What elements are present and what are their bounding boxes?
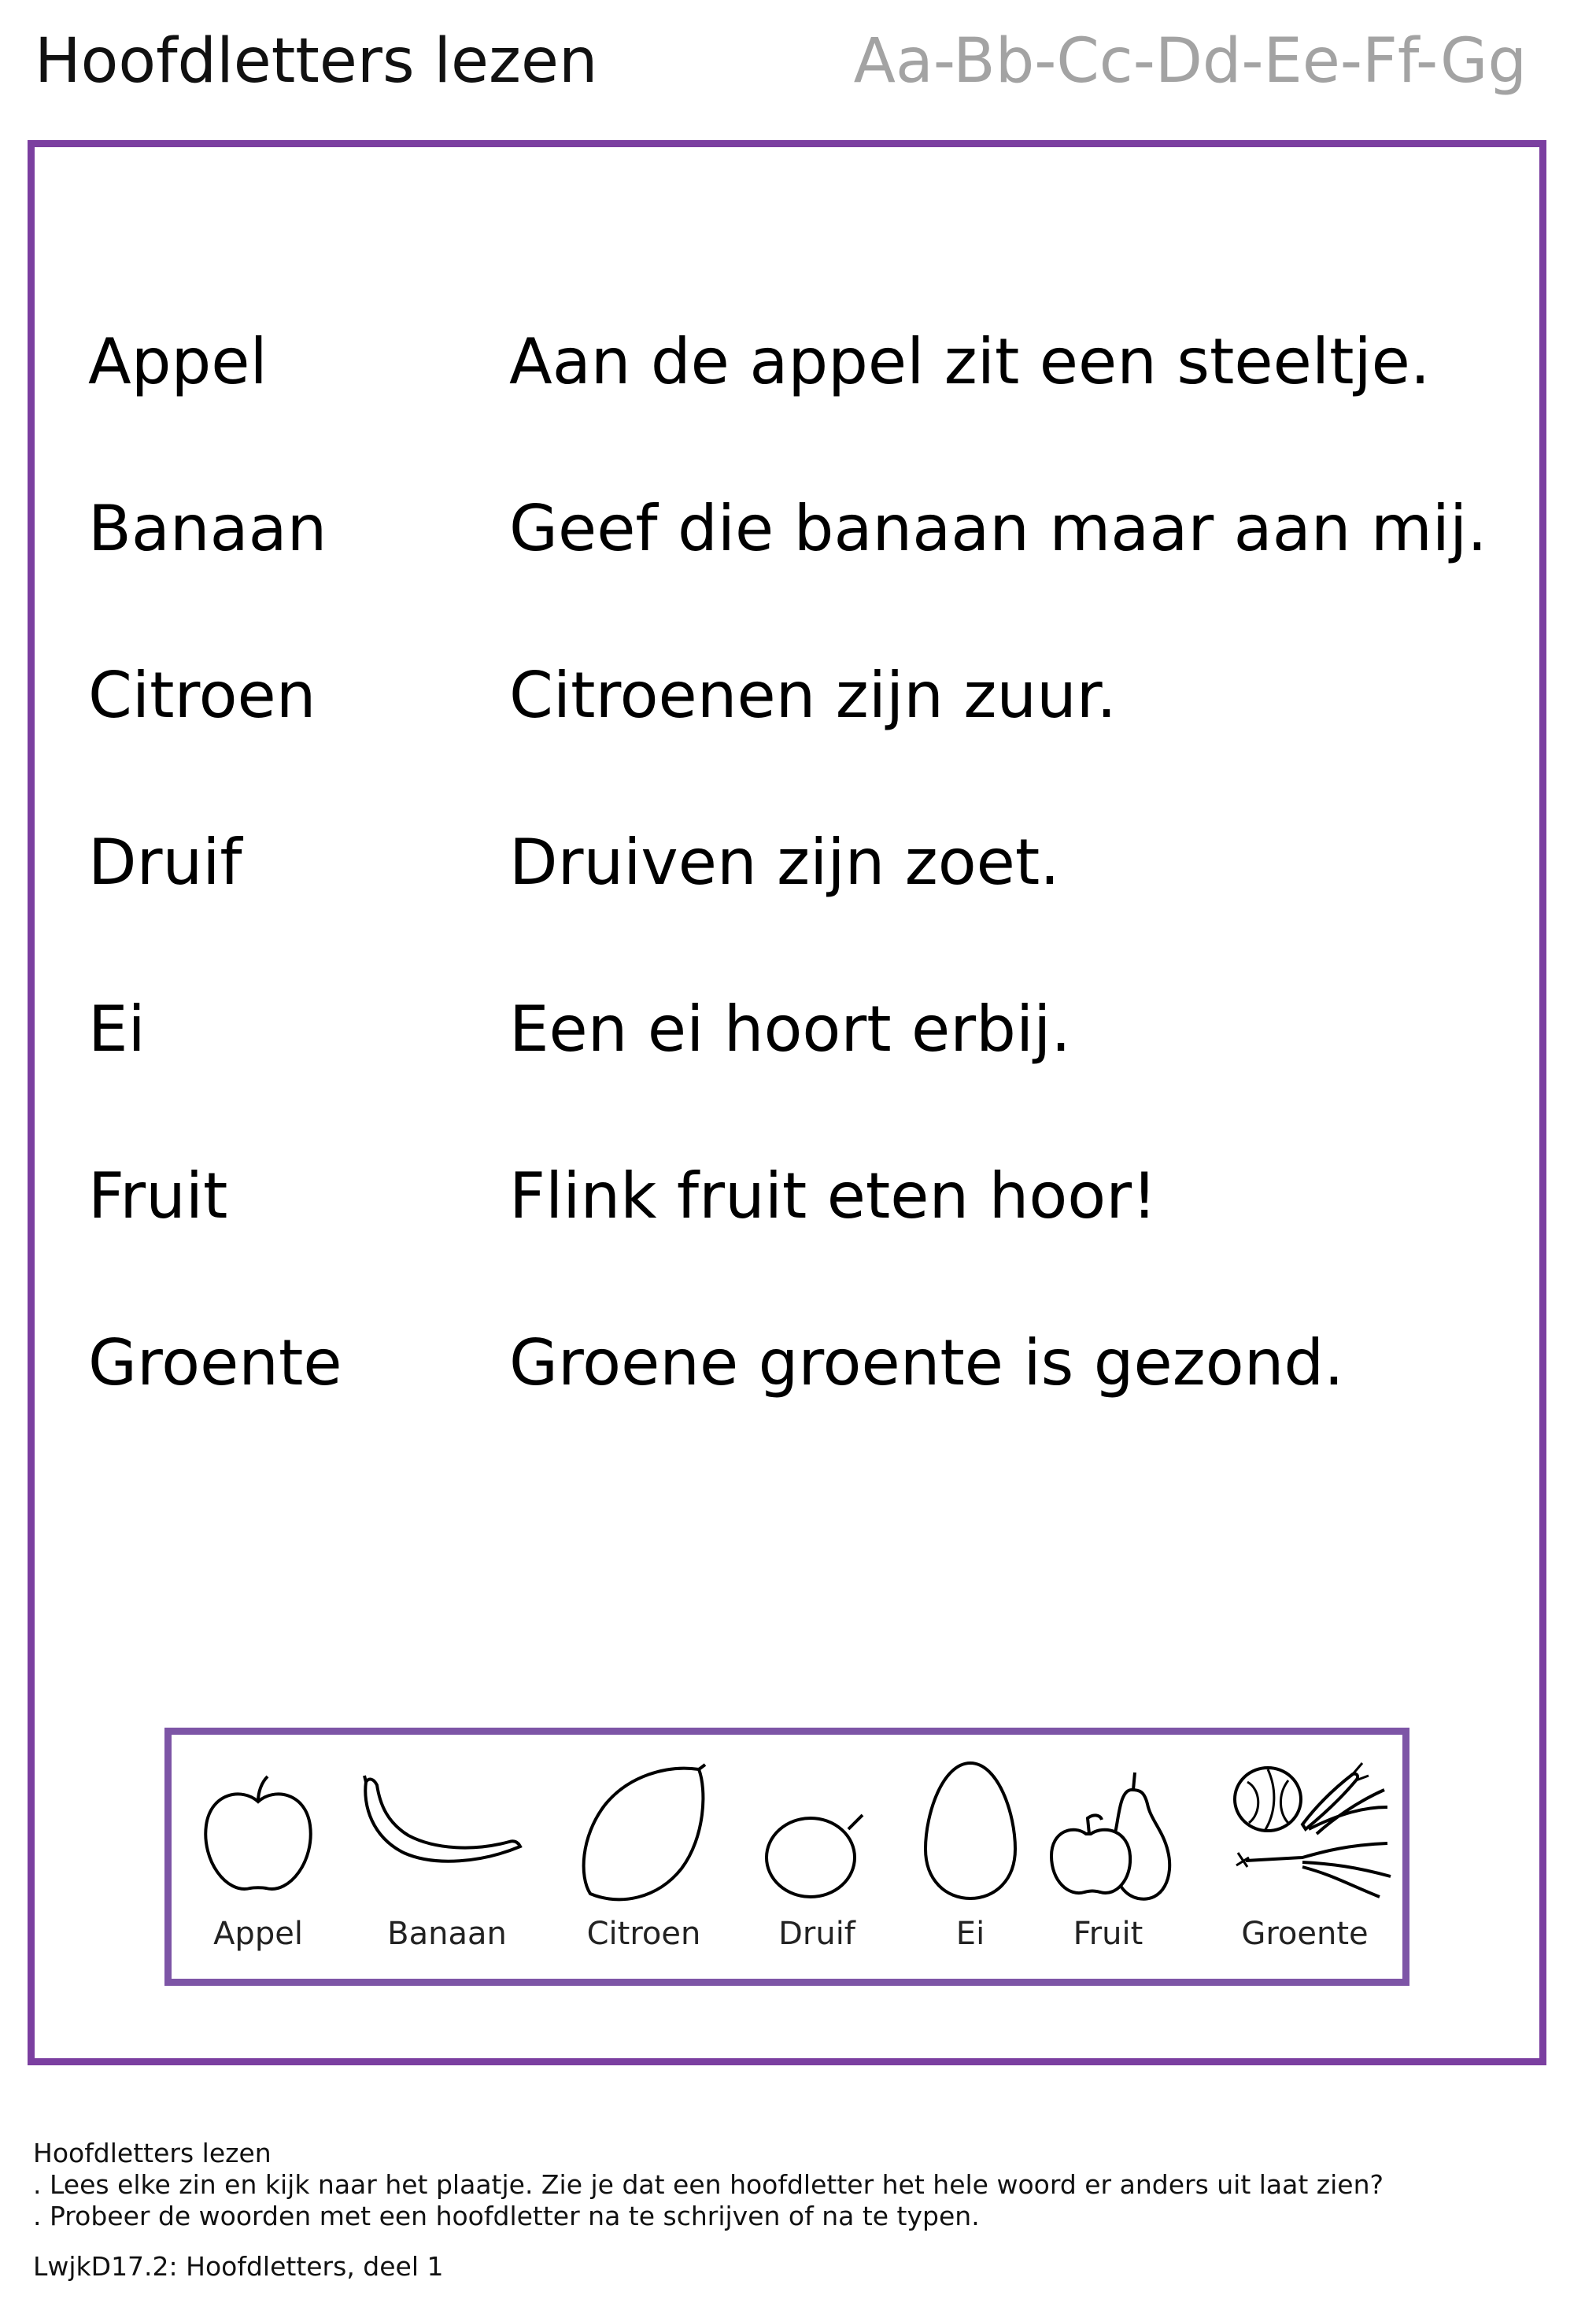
legend-item bbox=[345, 1735, 549, 1979]
row-sentence: Groene groente is gezond. bbox=[509, 1326, 1344, 1399]
instructions-title: Hoofdletters lezen bbox=[33, 2138, 272, 2168]
legend-label: Fruit bbox=[1073, 1916, 1143, 1952]
row-word: Ei bbox=[88, 993, 146, 1066]
instruction-line: . Probeer de woorden met een hoofdletter na te schrijven of na te typen. bbox=[33, 2201, 980, 2231]
legend-item bbox=[1037, 1735, 1195, 1979]
legend-label: Banaan bbox=[387, 1916, 507, 1952]
legend-label: Druif bbox=[778, 1916, 855, 1952]
alphabet-heading: Aa-Bb-Cc-Dd-Ee-Ff-Gg bbox=[853, 26, 1527, 97]
banana-icon bbox=[357, 1774, 530, 1876]
page-title: Hoofdletters lezen bbox=[35, 26, 598, 97]
instructions bbox=[33, 2138, 1384, 2232]
legend-item bbox=[738, 1735, 896, 1979]
row-word: Banaan bbox=[88, 492, 327, 565]
reading-frame bbox=[28, 140, 1546, 2065]
row-sentence: Aan de appel zit een steeltje. bbox=[509, 325, 1431, 398]
legend-item bbox=[172, 1735, 345, 1979]
row-word: Groente bbox=[88, 1326, 342, 1399]
row-sentence: Citroenen zijn zuur. bbox=[509, 659, 1117, 732]
row-word: Citroen bbox=[88, 659, 316, 732]
legend-item bbox=[549, 1735, 738, 1979]
legend-label: Groente bbox=[1241, 1916, 1369, 1952]
row-sentence: Geef die banaan maar aan mij. bbox=[509, 492, 1487, 565]
vegetables-icon bbox=[1230, 1758, 1395, 1900]
row-word: Fruit bbox=[88, 1159, 228, 1233]
legend-label: Ei bbox=[955, 1916, 985, 1952]
row-sentence: Een ei hoort erbij. bbox=[509, 993, 1071, 1066]
row-sentence: Druiven zijn zoet. bbox=[509, 826, 1060, 899]
lemon-icon bbox=[573, 1758, 715, 1908]
row-sentence: Flink fruit eten hoor! bbox=[509, 1159, 1158, 1233]
grape-icon bbox=[762, 1806, 872, 1900]
legend-label: Citroen bbox=[586, 1916, 701, 1952]
legend-label: Appel bbox=[213, 1916, 303, 1952]
apple-icon bbox=[195, 1770, 321, 1900]
fruit-icon bbox=[1045, 1758, 1179, 1904]
row-word: Druif bbox=[88, 826, 242, 899]
instruction-line: . Lees elke zin en kijk naar het plaatje. Zie je dat een hoofdletter het hele woord er anders uit laat zien? bbox=[33, 2169, 1384, 2200]
legend-item bbox=[1195, 1735, 1399, 1979]
footer-code: LwjkD17.2: Hoofdletters, deel 1 bbox=[33, 2251, 444, 2282]
picture-legend bbox=[164, 1728, 1409, 1986]
row-word: Appel bbox=[88, 325, 268, 398]
egg-icon bbox=[919, 1758, 1022, 1904]
